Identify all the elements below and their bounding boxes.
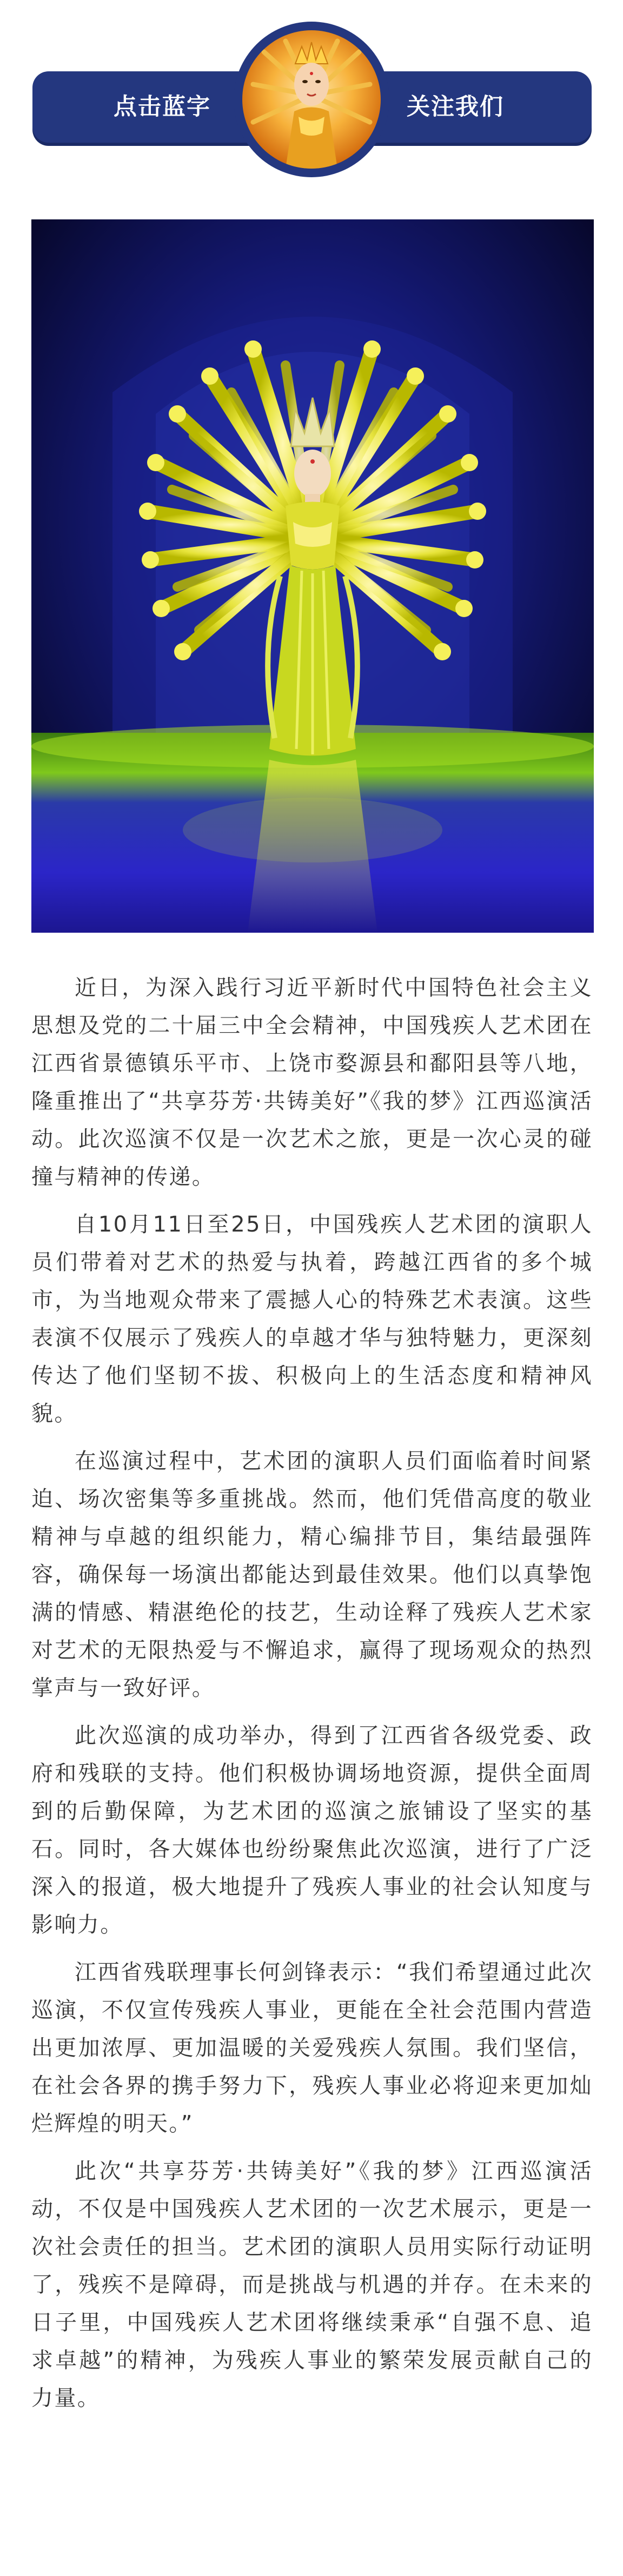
paragraph-5: 江西省残联理事长何剑锋表示：“我们希望通过此次巡演，不仅宣传残疾人事业，更能在全社会范围内营造出更加浓厚、更加温暖的关爱残疾人氛围。我们坚信，在社会各界的携手努力下，残疾人事业必将迎来更加灿烂辉煌的明天。” bbox=[31, 1960, 593, 2136]
paragraph-3: 在巡演过程中，艺术团的演职人员们面临着时间紧迫、场次密集等多重挑战。然而，他们凭借高度的敬业精神与卓越的组织能力，精心编排节目，集结最强阵容，确保每一场演出都能达到最佳效果。他们以真挚饱满的情感、精湛绝伦的技艺，生动诠释了残疾人艺术家对艺术的无限热爱与不懈追求，赢得了现场观众的热烈掌声与一致好评。 bbox=[31, 1449, 593, 1701]
article-body bbox=[31, 969, 593, 2427]
avatar bbox=[234, 22, 389, 177]
banner-left-label: 点击蓝字 bbox=[114, 93, 211, 121]
thousand-hand-bodhisattva-performance-photo bbox=[31, 219, 594, 933]
paragraph-2: 自10月11日至25日，中国残疾人艺术团的演职人员们带着对艺术的热爱与执着，跨越江西省的多个城市，为当地观众带来了震撼人心的特殊艺术表演。这些表演不仅展示了残疾人的卓越才华与独特魅力，更深刻传达了他们坚韧不拔、积极向上的生活态度和精神风貌。 bbox=[31, 1212, 593, 1426]
paragraph-4: 此次巡演的成功举办，得到了江西省各级党委、政府和残联的支持。他们积极协调场地资源，提供全面周到的后勤保障，为艺术团的巡演之旅铺设了坚实的基石。同时，各大媒体也纷纷聚焦此次巡演，进行了广泛深入的报道，极大地提升了残疾人事业的社会认知度与影响力。 bbox=[31, 1723, 593, 1937]
hero-stage-photo bbox=[31, 219, 594, 933]
avatar-dancer-icon bbox=[242, 30, 381, 169]
paragraph-1: 近日，为深入践行习近平新时代中国特色社会主义思想及党的二十届三中全会精神，中国残疾人艺术团在江西省景德镇乐平市、上饶市婺源县和鄱阳县等八地，隆重推出了“共享芬芳·共铸美好”《我的梦》江西巡演活动。此次巡演不仅是一次艺术之旅，更是一次心灵的碰撞与精神的传递。 bbox=[31, 975, 593, 1189]
paragraph-6: 此次“共享芬芳·共铸美好”《我的梦》江西巡演活动，不仅是中国残疾人艺术团的一次艺术展示，更是一次社会责任的担当。艺术团的演职人员用实际行动证明了，残疾不是障碍，而是挑战与机遇的并存。在未来的日子里，中国残疾人艺术团将继续秉承“自强不息、追求卓越”的精神，为残疾人事业的繁荣发展贡献自己的力量。 bbox=[31, 2159, 593, 2411]
banner-right-label: 关注我们 bbox=[407, 93, 504, 121]
